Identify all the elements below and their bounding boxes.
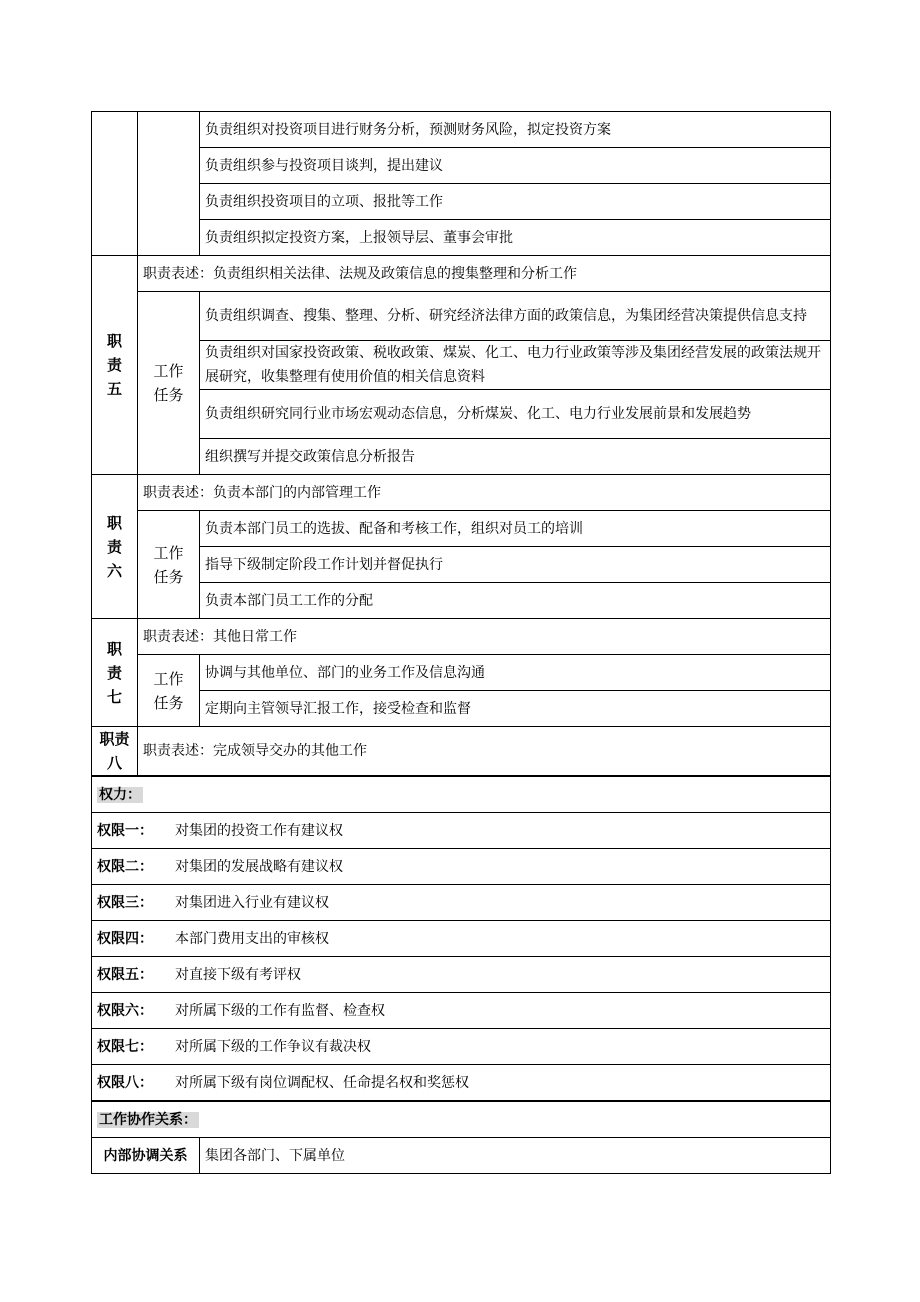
power-row — [92, 885, 831, 921]
power-row — [92, 813, 831, 849]
duty7-task: 定期向主管领导汇报工作，接受检查和监督 — [200, 691, 831, 727]
duty8-statement: 职责表述：完成领导交办的其他工作 — [138, 727, 831, 777]
duty6-statement: 职责表述：负责本部门的内部管理工作 — [138, 475, 831, 511]
power-cell — [92, 849, 831, 885]
duty8-title: 职责 八 — [92, 727, 138, 777]
duty5-task-row — [92, 439, 831, 475]
power-text: 对所属下级的工作有监督、检查权 — [175, 1002, 385, 1019]
duty5-task-row — [92, 292, 831, 341]
duty5-statement: 职责表述：负责组织相关法律、法规及政策信息的搜集整理和分析工作 — [138, 256, 831, 292]
cooperation-heading-cell — [92, 1101, 831, 1138]
powers-heading-cell — [92, 776, 831, 813]
power-cell — [92, 1065, 831, 1102]
duty6-task: 负责本部门员工的选拔、配备和考核工作，组织对员工的培训 — [200, 511, 831, 547]
duty5-task: 负责组织对国家投资政策、税收政策、煤炭、化工、电力行业政策等涉及集团经营发展的政策法规开展研究，收集整理有使用价值的相关信息资料 — [200, 341, 831, 390]
internal-coordination-value: 集团各部门、下属单位 — [200, 1138, 831, 1174]
duty4-task-row — [92, 184, 831, 220]
duty4-task-row — [92, 220, 831, 256]
cooperation-heading: 工作协作关系： — [99, 1111, 197, 1128]
duty6-task-row — [92, 583, 831, 619]
power-text: 本部门费用支出的审核权 — [175, 930, 329, 947]
duty4-task: 负责组织对投资项目进行财务分析，预测财务风险，拟定投资方案 — [200, 112, 831, 148]
duty7-statement: 职责表述：其他日常工作 — [138, 619, 831, 655]
duty6-task: 指导下级制定阶段工作计划并督促执行 — [200, 547, 831, 583]
powers-heading-row — [92, 776, 831, 813]
duty7-task-row — [92, 691, 831, 727]
power-row — [92, 849, 831, 885]
power-text: 对集团进入行业有建议权 — [175, 894, 329, 911]
duty4-task: 负责组织参与投资项目谈判，提出建议 — [200, 148, 831, 184]
duty5-task: 负责组织调查、搜集、整理、分析、研究经济法律方面的政策信息，为集团经营决策提供信息支持 — [200, 292, 831, 341]
power-label: 权限八： — [97, 1074, 153, 1091]
duty5-title: 职 责 五 — [92, 256, 138, 475]
power-label: 权限五： — [97, 966, 153, 983]
power-text: 对所属下级的工作争议有裁决权 — [175, 1038, 371, 1055]
power-row — [92, 1065, 831, 1102]
power-row — [92, 957, 831, 993]
duty7-title: 职 责 七 — [92, 619, 138, 727]
power-text: 对集团的发展战略有建议权 — [175, 858, 343, 875]
duty4-task: 负责组织拟定投资方案，上报领导层、董事会审批 — [200, 220, 831, 256]
duty4-task-row — [92, 112, 831, 148]
duty5-task: 组织撰写并提交政策信息分析报告 — [200, 439, 831, 475]
power-cell — [92, 885, 831, 921]
duty5-task-row — [92, 390, 831, 439]
duty5-task-label: 工作 任务 — [138, 292, 200, 475]
power-label: 权限一： — [97, 822, 153, 839]
powers-heading: 权力： — [99, 786, 141, 803]
power-label: 权限六： — [97, 1002, 153, 1019]
duty4-task-row — [92, 148, 831, 184]
power-label: 权限三： — [97, 894, 153, 911]
duty8-row — [92, 727, 831, 777]
power-cell — [92, 1029, 831, 1065]
power-cell — [92, 921, 831, 957]
power-label: 权限四： — [97, 930, 153, 947]
duty6-task-label: 工作 任务 — [138, 511, 200, 619]
duty6-statement-row — [92, 475, 831, 511]
duty7-task-label: 工作 任务 — [138, 655, 200, 727]
duty6-title: 职 责 六 — [92, 475, 138, 619]
duty7-task: 协调与其他单位、部门的业务工作及信息沟通 — [200, 655, 831, 691]
power-cell — [92, 993, 831, 1029]
cooperation-heading-row — [92, 1101, 831, 1138]
power-label: 权限二： — [97, 858, 153, 875]
duty4-title-cell — [92, 112, 138, 256]
power-row — [92, 993, 831, 1029]
duty5-task-row — [92, 341, 831, 390]
power-text: 对直接下级有考评权 — [175, 966, 301, 983]
job-description-table — [91, 111, 831, 1174]
power-cell — [92, 957, 831, 993]
power-label: 权限七： — [97, 1038, 153, 1055]
internal-coordination-row — [92, 1138, 831, 1174]
duty4-task: 负责组织投资项目的立项、报批等工作 — [200, 184, 831, 220]
duty6-task-row — [92, 547, 831, 583]
power-cell — [92, 813, 831, 849]
duty4-task-label-cell — [138, 112, 200, 256]
power-text: 对所属下级有岗位调配权、任命提名权和奖惩权 — [175, 1074, 469, 1091]
duty6-task: 负责本部门员工工作的分配 — [200, 583, 831, 619]
power-text: 对集团的投资工作有建议权 — [175, 822, 343, 839]
internal-coordination-label: 内部协调关系 — [92, 1138, 200, 1174]
power-row — [92, 1029, 831, 1065]
duty7-statement-row — [92, 619, 831, 655]
duty6-task-row — [92, 511, 831, 547]
duty5-task: 负责组织研究同行业市场宏观动态信息，分析煤炭、化工、电力行业发展前景和发展趋势 — [200, 390, 831, 439]
power-row — [92, 921, 831, 957]
duty7-task-row — [92, 655, 831, 691]
duty5-statement-row — [92, 256, 831, 292]
